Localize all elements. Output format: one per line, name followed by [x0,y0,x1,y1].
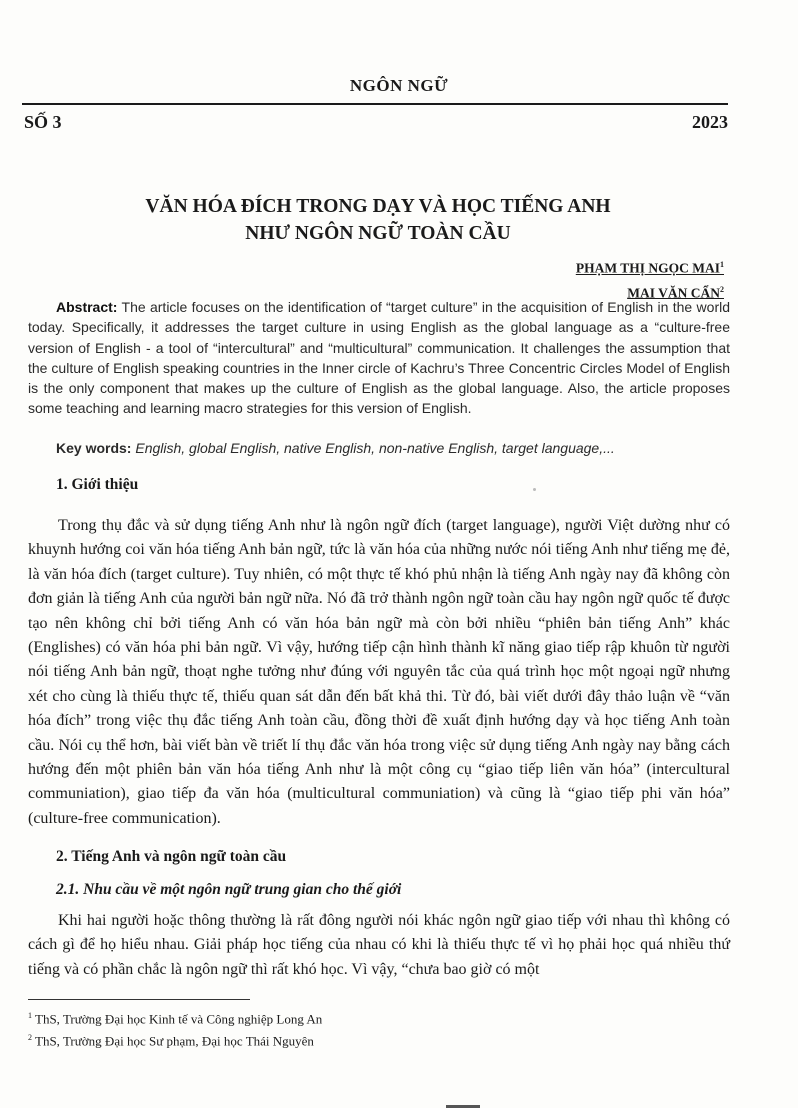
article-title [60,193,696,247]
footnote-1 [28,1006,728,1028]
section-1-heading: 1. Giới thiệu [56,476,139,493]
footnote-1-mark: 1 [28,1011,32,1020]
keywords [56,438,736,458]
title-line-1: VĂN HÓA ĐÍCH TRONG DẠY VÀ HỌC TIẾNG ANH [145,196,611,217]
author-1-name: PHẠM THỊ NGỌC MAI [575,260,720,276]
scan-speck [533,488,536,491]
abstract-text: The article focuses on the identification of “target culture” in the acquisition of English in the world today. Specifically, it addresses the target culture in using English as the global language as a “culture-free version of English - a tool of “intercultural” and “multicultural” communication. It challenges the assumption that the culture of English speaking countries in the Inner circle of Kachru’s Three Concentric Circles Model of English is the only component that makes up the culture of English as the global language. Also, the article proposes some teaching and learning macro strategies for this version of English. [28,299,730,417]
author-2-name: MAI VĂN CẨN [627,285,720,300]
section-2-1-paragraph: Khi hai người hoặc thông thường là rất đông người nói khác ngôn ngữ giao tiếp với nhau thì không có cách gì để họ hiểu nhau. Giải pháp học tiếng của nhau có khi là thiếu thực tế vì họ phải học quá nhiều thứ tiếng và có phần chắc là ngôn ngữ thì rất khó học. Vì vậy, “chưa bao giờ có một [28,912,730,978]
footnote-divider [28,999,250,1000]
author-2-mark: 2 [720,284,724,294]
keywords-text: English, global English, native English, non-native English, target language,... [131,440,615,456]
footnote-2-text: ThS, Trường Đại học Sư phạm, Đại học Thái Nguyên [32,1033,314,1049]
footnotes [28,1006,728,1051]
author-1-mark: 1 [720,260,724,269]
section-2-1-heading: 2.1. Nhu cầu về một ngôn ngữ trung gian cho thế giới [56,881,402,898]
section-2-heading: 2. Tiếng Anh và ngôn ngữ toàn cầu [56,848,287,865]
footnote-1-text: ThS, Trường Đại học Kinh tế và Công nghiệp Long An [32,1011,323,1027]
abstract-label: Abstract: [56,299,118,315]
keywords-label: Key words: [56,440,132,456]
abstract [28,297,730,419]
footnote-2 [28,1028,728,1050]
footnote-2-mark: 2 [28,1033,32,1043]
author-1 [576,254,724,279]
issue-number: SỐ 3 [24,112,62,132]
title-line-2: NHƯ NGÔN NGỮ TOÀN CẦU [245,223,511,244]
section-1-paragraph: Trong thụ đắc và sử dụng tiếng Anh như là ngôn ngữ đích (target language), người Việt dường như có khuynh hướng coi văn hóa tiếng Anh bản ngữ, tức là văn hóa của những nước nói tiếng Anh như tiếng mẹ đẻ, là văn hóa đích (target culture). Tuy nhiên, có một thực tế khó phủ nhận là tiếng Anh ngày nay đã không còn đơn giản là tiếng Anh của người bản ngữ nữa. Nó đã trở thành ngôn ngữ toàn cầu hay ngôn ngữ quốc tế được tạo nên không chỉ bởi tiếng Anh có văn hóa bản ngữ mà còn bởi nhiều “phiên bản tiếng Anh” khác (Englishes) có văn hóa phi bản ngữ. Vì vậy, hướng tiếp cận hình thành kĩ năng giao tiếp rập khuôn từ người nói tiếng Anh bản ngữ, thoạt nghe tưởng như đúng với nguyên tắc của quá trình học một ngoại ngữ nhưng xét cho cùng là thiếu thực tế, thiếu quan sát dẫn đến bất khả thi. Từ đó, bài viết dưới đây thảo luận về “văn hóa đích” trong việc thụ đắc tiếng Anh toàn cầu, đồng thời đề xuất định hướng dạy và học tiếng Anh toàn cầu. Nói cụ thể hơn, bài viết bàn về triết lí thụ đắc văn hóa trong việc sử dụng tiếng Anh ngày nay bằng cách hướng đến một phiên bản văn hóa tiếng Anh như là một công cụ “giao tiếp liên văn hóa” (intercultural communiation), giao tiếp đa văn hóa (multicultural communiation) và cũng là “giao tiếp phi văn hóa” (culture-free communication). [28,517,730,827]
author-list [576,254,724,303]
header-divider [22,103,728,105]
publication-year: 2023 [692,112,728,132]
journal-name: NGÔN NGỮ [349,76,449,95]
